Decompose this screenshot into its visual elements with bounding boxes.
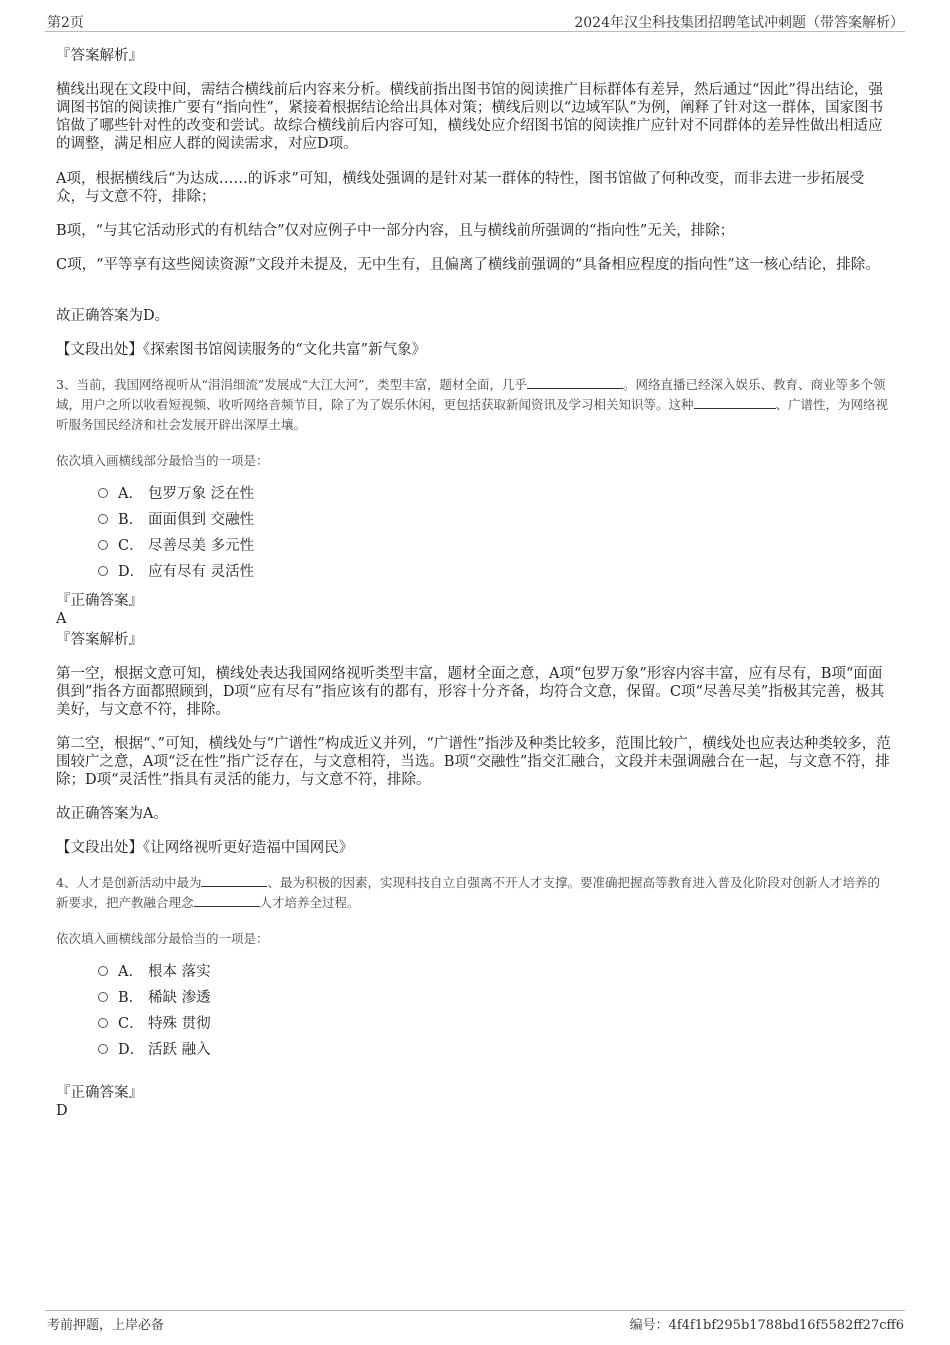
radio-icon[interactable] (98, 1044, 108, 1054)
q3-option-b-text: 面面俱到 交融性 (148, 512, 255, 528)
q2-analysis-label: 『答案解析』 (56, 48, 143, 64)
q3-option-a[interactable] (98, 484, 254, 504)
q3-option-d-letter: D． (118, 564, 145, 580)
q3-option-c[interactable] (98, 536, 254, 556)
q3-answer: A (56, 611, 67, 627)
radio-icon[interactable] (98, 1018, 108, 1028)
q3-source: 【文段出处】《让网络视听更好造福中国网民》 (56, 840, 354, 856)
q2-option-c-analysis: C项，“平等享有这些阅读资源”文段并未提及，无中生有，且偏离了横线前强调的“具备相应程度的指向性”这一核心结论，排除。 (56, 257, 880, 273)
q4-option-d[interactable] (98, 1040, 211, 1060)
q4-option-c[interactable] (98, 1014, 211, 1034)
radio-icon[interactable] (98, 966, 108, 976)
q4-option-a-letter: A． (118, 964, 143, 980)
q4-option-b-text: 稀缺 渗透 (148, 990, 211, 1006)
header-divider (45, 31, 905, 32)
q3-option-c-text: 尽善尽美 多元性 (148, 538, 255, 554)
q3-stem-part-1: 3、当前，我国网络视听从“涓涓细流”发展成“大江大河”，类型丰富，题材全面，几乎 (56, 377, 528, 392)
q4-blank-2 (194, 894, 260, 907)
q2-source: 【文段出处】《探索图书馆阅读服务的“文化共富”新气象》 (56, 342, 427, 358)
radio-icon[interactable] (98, 566, 108, 576)
q4-option-b[interactable] (98, 988, 211, 1008)
q4-prompt: 依次填入画横线部分最恰当的一项是： (56, 931, 269, 946)
q3-prompt: 依次填入画横线部分最恰当的一项是： (56, 453, 269, 468)
q3-option-b[interactable] (98, 510, 254, 530)
q4-option-d-letter: D． (118, 1042, 145, 1058)
radio-icon[interactable] (98, 540, 108, 550)
q4-option-a[interactable] (98, 962, 211, 982)
q3-option-b-letter: B． (118, 512, 144, 528)
q4-stem (56, 873, 891, 913)
q3-stem (56, 375, 891, 435)
radio-icon[interactable] (98, 514, 108, 524)
q3-stem-part-3: 、广谱性，为网络视听服务国民经济和社会发展开辟出深厚土壤。 (56, 397, 889, 432)
footer-divider (45, 1310, 905, 1311)
q3-option-c-letter: C． (118, 538, 144, 554)
q4-blank-1 (201, 874, 267, 887)
q3-option-a-letter: A． (118, 486, 143, 502)
q4-option-a-text: 根本 落实 (148, 964, 211, 980)
q3-conclusion: 故正确答案为A。 (56, 806, 168, 822)
q4-answer: D (56, 1103, 68, 1119)
q4-stem-part-2: 、最为积极的因素，实现科技自立自强离不开人才支撑。要准确把握高等教育进入普及化阶段对创新人才培养的新要求，把产教融合理念 (56, 875, 880, 910)
document-title: 2024年汉尘科技集团招聘笔试冲刺题（带答案解析） (574, 15, 904, 31)
q3-analysis-paragraph-2: 第二空，根据“、”可知，横线处与“广谱性”构成近义并列，“广谱性”指涉及种类比较多，范围比较广，横线处也应表达种类较多，范围较广之意，A项“泛在性”指广泛存在，与文意相符，当选。B项“交融性”指交汇融合，文段并未强调融合在一起，与文意不符，排除；D项“灵活性”指具有灵活的能力，与文意不符，排除。 (56, 736, 891, 788)
q2-option-a-analysis: A项，根据横线后“为达成……的诉求”可知，横线处强调的是针对某一群体的特性，图书馆做了何种改变，而非去进一步拓展受众，与文意不符，排除； (56, 171, 865, 205)
document-code: 编号：4f4f1bf295b1788bd16f5582ff27cff6 (629, 1318, 904, 1333)
q3-option-d[interactable] (98, 562, 254, 582)
q2-conclusion: 故正确答案为D。 (56, 308, 170, 324)
q2-analysis-paragraph: 横线出现在文段中间，需结合横线前后内容来分析。横线前指出图书馆的阅读推广目标群体有差异，然后通过“因此”得出结论，强调图书馆的阅读推广要有“指向性”，紧接着根据结论给出具体对策；横线后则以“边域军队”为例，阐释了针对这一群体，国家图书馆做了哪些针对性的改变和尝试。故综合横线前后内容可知，横线处应介绍图书馆的阅读推广应针对不同群体的差异性做出相适应的调整，满足相应人群的阅读需求，对应D项。 (56, 82, 884, 152)
q4-option-b-letter: B． (118, 990, 144, 1006)
q4-option-d-text: 活跃 融入 (148, 1042, 211, 1058)
page-number: 第2页 (47, 15, 84, 31)
q3-option-a-text: 包罗万象 泛在性 (148, 486, 255, 502)
q3-answer-label: 『正确答案』 (56, 593, 143, 609)
q3-blank-2 (694, 396, 776, 409)
q4-stem-part-1: 4、人才是创新活动中最为 (56, 875, 202, 890)
q3-analysis-paragraph-1: 第一空，根据文意可知，横线处表达我国网络视听类型丰富，题材全面之意，A项“包罗万象”形容内容丰富，应有尽有，B项“面面俱到”指各方面都照顾到，D项“应有尽有”指应该有的都有，形容十分齐备，均符合文意，保留。C项“尽善尽美”指极其完善，极其美好，与文意不符，排除。 (56, 666, 885, 718)
q4-stem-part-3: 人才培养全过程。 (259, 895, 360, 910)
q2-option-b-analysis: B项，“与其它活动形式的有机结合”仅对应例子中一部分内容，且与横线前所强调的“指向性”无关，排除； (56, 223, 735, 239)
q4-option-c-text: 特殊 贯彻 (148, 1016, 211, 1032)
q4-option-c-letter: C． (118, 1016, 144, 1032)
radio-icon[interactable] (98, 992, 108, 1002)
q4-answer-label: 『正确答案』 (56, 1085, 143, 1101)
q3-stem-part-2: 。网络直播已经深入娱乐、教育、商业等多个领域，用户之所以收看短视频、收听网络音频节目，除了为了娱乐休闲，更包括获取新闻资讯及学习相关知识等。这种 (56, 377, 886, 412)
q3-option-d-text: 应有尽有 灵活性 (148, 564, 255, 580)
radio-icon[interactable] (98, 488, 108, 498)
q3-blank-1 (527, 376, 623, 389)
q3-analysis-label: 『答案解析』 (56, 632, 143, 648)
footer-slogan: 考前押题，上岸必备 (47, 1318, 165, 1333)
